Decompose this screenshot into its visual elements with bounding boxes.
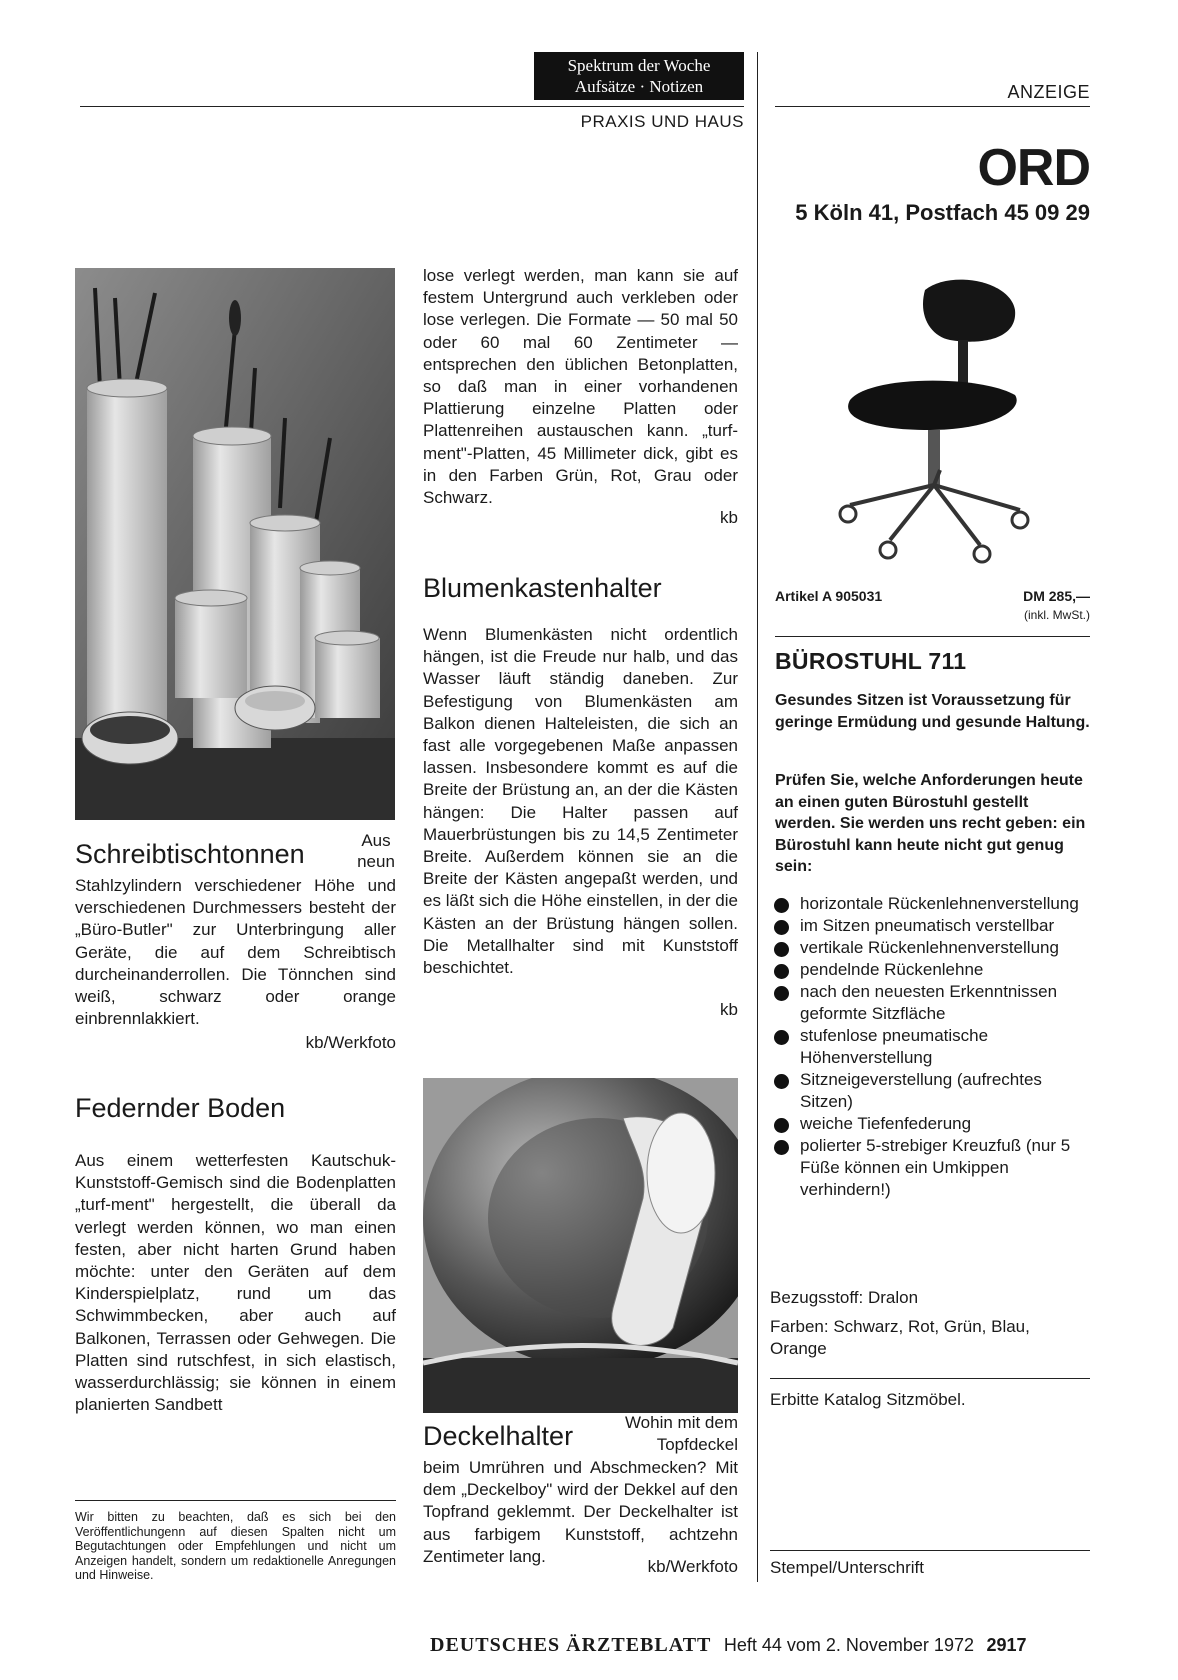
lead-word-1: Aus: [361, 831, 391, 850]
article-text-schreibtischtonnen: [75, 875, 396, 1030]
article-credit-deckelhalter: kb/Werkfoto: [647, 1557, 738, 1576]
feature-item: polierter 5-strebiger Kreuzfuß (nur 5 Füße können ein Umkippen verhindern!): [770, 1135, 1090, 1201]
ad-signature: Stempel/Unterschrift: [770, 1558, 924, 1577]
ad-label: ANZEIGE: [1007, 82, 1090, 102]
ad-brand: ORD: [977, 139, 1090, 197]
office-chair-illustration: [830, 270, 1030, 570]
ad-colors-label: Farben:: [770, 1317, 829, 1336]
feature-item: stufenlose pneumatische Höhenverstellung: [770, 1025, 1090, 1069]
article-credit-blumenkastenhalter: kb: [720, 1000, 738, 1019]
desk-organizer-photo: [75, 268, 395, 820]
article-title-schreibtischtonnen: Schreibtischtonnen: [75, 839, 305, 869]
ad-article-number: Artikel A 905031: [775, 588, 883, 604]
lid-holder-photo: [423, 1078, 738, 1413]
publication-name: DEUTSCHES ÄRZTEBLATT: [430, 1634, 712, 1656]
lead-word-2: neun: [357, 852, 395, 871]
section-subtitle: PRAXIS UND HAUS: [580, 112, 744, 131]
ad-intro-1: Gesundes Sitzen ist Voraussetzung für geringe Ermüdung und gesunde Haltung.: [775, 692, 1090, 731]
ad-address: 5 Köln 41, Postfach 45 09 29: [795, 200, 1090, 225]
issue-info: Heft 44 vom 2. November 1972: [723, 1635, 974, 1655]
section-line-1: Spektrum der Woche: [567, 56, 711, 75]
ad-product-title: BÜROSTUHL 711: [775, 648, 967, 674]
article-text-deckelhalter: beim Umrühren und Abschmecken? Mit dem „Deckelboy" wird der Dekkel auf den Topfrand geklemmt. Der Deckelhalter ist aus farbigem Kunststoff, achtzehn Zentimeter lang.: [423, 1458, 738, 1566]
ad-colors: [770, 1316, 1090, 1360]
feature-item: vertikale Rückenlehnenverstellung: [770, 937, 1090, 959]
ad-colors-value: Schwarz, Rot, Grün, Blau, Orange: [770, 1317, 1030, 1358]
continuation-text: lose verlegt werden, man kann sie auf festem Untergrund auch verkleben oder lose verlegen. Die Formate — 50 mal 50 oder 60 mal 60 Zentimeter — entsprechen den üblichen Betonplatten, so daß man in einer vorhandenen Plattierung einzelne Platten oder Plattenreihen austauschen kann. „turf-ment"-Platten, 45 Millimeter dick, gibt es in den Farben Grün, Rot, Grau oder Schwarz.: [423, 266, 738, 508]
signature-line: [770, 1550, 1090, 1551]
ad-rule-1: [775, 636, 1090, 637]
desk-organizer-illustration: [75, 268, 395, 820]
article-title-deckelhalter: Deckelhalter: [423, 1421, 574, 1451]
ad-catalog-request[interactable]: Erbitte Katalog Sitzmöbel.: [770, 1390, 966, 1409]
ad-fabric: Bezugsstoff: Dralon: [770, 1288, 919, 1307]
ad-intro-2: Prüfen Sie, welche Anforderungen heute an einen guten Bürostuhl gestellt werden. Sie werden uns recht geben: ein Bürostuhl kann heute nicht gut genug sein:: [775, 772, 1086, 875]
article-text-blumenkastenhalter: Wenn Blumenkästen nicht ordentlich hängen, ist die Freude nur halb, und das Wasser läuft ständig daneben. Zur Befestigung von Blumenkästen am Balkon dienen Halteleisten, die sich an fast alle vorgegebenen Maße anpassen lassen. Insbesondere kommt es auf die Breite der Brüstung an, an der die Kästen hängen: Die Halter passen auf Mauerbrüstungen bis zu 14,5 Zentimeter Breite. Außerdem können sie an die Breite der Kästen angepaßt werden, und es läßt sich die Höhe einstellen, in der die Kästen an der Brüstung hängen sollen. Die Metallhalter sind mit Kunststoff beschichtet.: [423, 625, 738, 978]
article-title-federnder-boden: Federnder Boden: [75, 1093, 286, 1123]
feature-item: im Sitzen pneumatisch verstellbar: [770, 915, 1090, 937]
page-number: 2917: [986, 1635, 1027, 1655]
ad-price: DM 285,—: [1023, 588, 1090, 604]
lid-holder-illustration: [423, 1078, 738, 1413]
feature-item: horizontale Rückenlehnenverstellung: [770, 893, 1090, 915]
ad-price-note: (inkl. MwSt.): [1024, 608, 1090, 622]
section-label: [534, 52, 744, 100]
section-line-2: Aufsätze · Notizen: [574, 77, 704, 96]
editorial-notice: Wir bitten zu beachten, daß es sich bei den Veröffentlichungenn auf diesen Spalten nicht um Begutachtungen oder Empfehlungen und nicht um Anzeigen handelt, sondern um redaktionelle Anregungen und Hinweise.: [75, 1510, 396, 1582]
header-rule-right: [775, 106, 1090, 107]
article-title-blumenkastenhalter: Blumenkastenhalter: [423, 573, 662, 603]
article-lead: [356, 830, 396, 872]
feature-item: nach den neuesten Erkenntnissen geformte Sitzfläche: [770, 981, 1090, 1025]
ad-rule-2: [770, 1378, 1090, 1379]
page-footer: [430, 1634, 1026, 1657]
article-credit: kb/Werkfoto: [305, 1033, 396, 1052]
column-divider: [757, 52, 758, 1582]
continuation-credit: kb: [720, 508, 738, 527]
feature-item: Sitzneigeverstellung (aufrechtes Sitzen): [770, 1069, 1090, 1113]
ad-feature-list: [770, 893, 1090, 1201]
feature-item: weiche Tiefenfederung: [770, 1113, 1090, 1135]
feature-item: pendelnde Rückenlehne: [770, 959, 1090, 981]
article-body: Stahlzylindern verschiedener Höhe und verschiedenen Durchmessers besteht der „Büro-Butler" zur Unterbringung aller Geräte, die auf dem Schreibtisch durcheinanderrollen. Die Tönnchen sind weiß, schwarz oder orange einbrennlakkiert.: [75, 876, 396, 1029]
office-chair-image: [830, 270, 1030, 570]
article-lead-deckelhalter: Wohin mit dem Topfdeckel: [624, 1413, 738, 1454]
header-rule-left: [80, 106, 744, 107]
notice-rule: [75, 1500, 396, 1501]
article-text-federnder-boden: Aus einem wetterfesten Kautschuk-Kunststoff-Gemisch sind die Bodenplatten „turf-ment" hergestellt, die überall da verlegt werden können, wo man einen festen, aber nicht harten Grund haben möchte: unter den Geräten auf dem Kinderspielplatz, rund um das Schwimmbecken, aber auch auf Balkonen, Terrassen oder Gehwegen. Die Platten sind rutschfest, in sich elastisch, wasserdurchlässig; sie können in einem planierten Sandbett: [75, 1151, 396, 1415]
